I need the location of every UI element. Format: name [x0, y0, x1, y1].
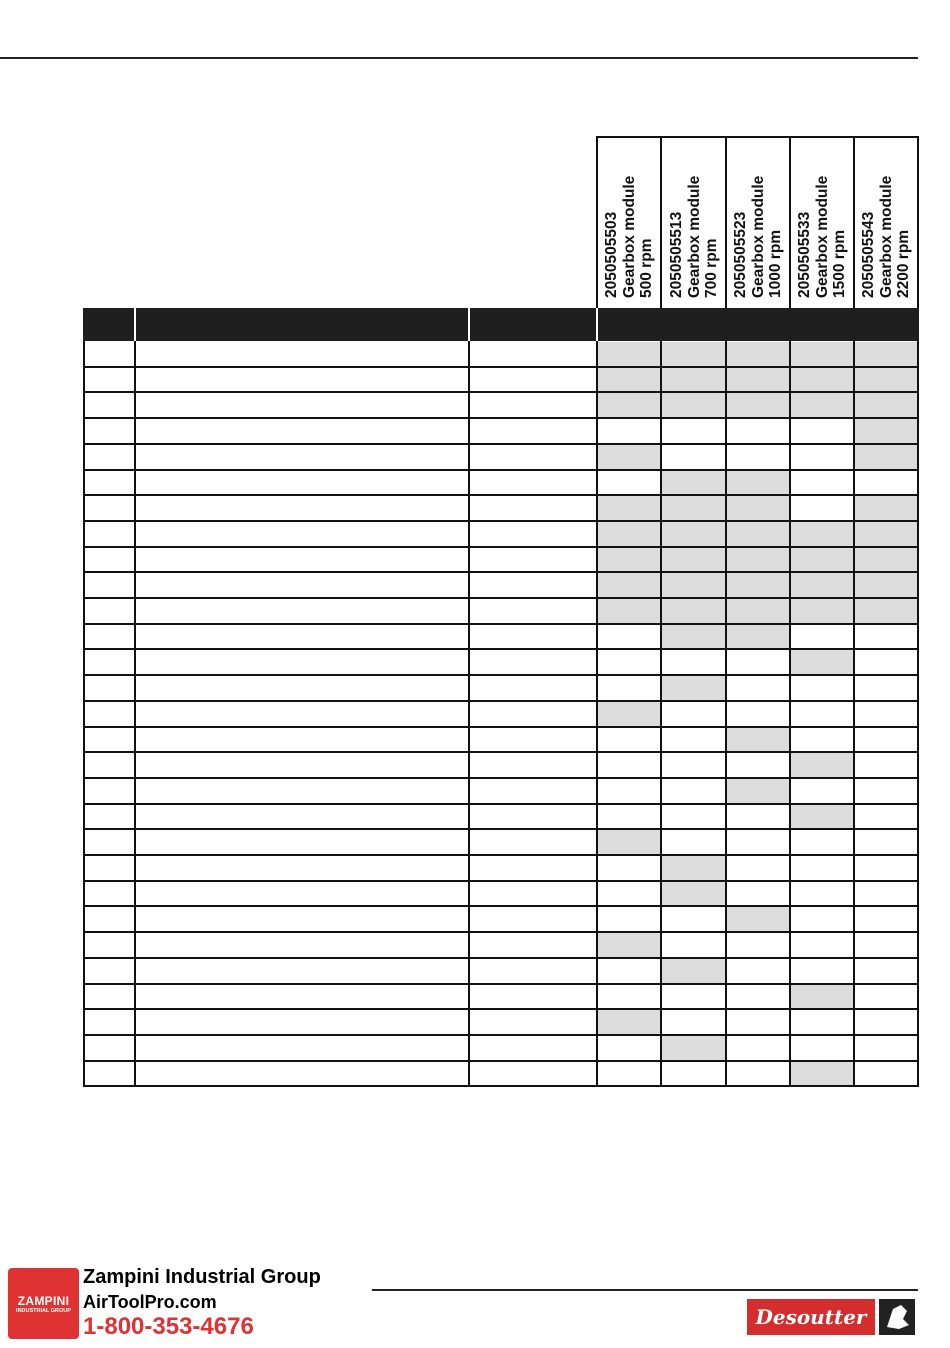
logo-sub-text: INDUSTRIAL GROUP	[16, 1308, 71, 1314]
website-link[interactable]: AirToolPro.com	[83, 1292, 217, 1312]
column-code: 2050505543	[859, 211, 877, 298]
row-divider	[83, 803, 919, 805]
table-row	[83, 521, 919, 547]
column-name: Gearbox module	[684, 175, 702, 298]
column-divider	[917, 341, 919, 1086]
row-divider	[83, 880, 919, 882]
table-row	[83, 598, 919, 624]
table-header-band	[83, 308, 919, 341]
table-row	[83, 829, 919, 855]
table-row	[83, 906, 919, 932]
row-divider	[83, 777, 919, 779]
table-row	[83, 444, 919, 470]
table-row	[83, 727, 919, 753]
table-row	[83, 984, 919, 1010]
table-row	[83, 495, 919, 521]
column-name: Gearbox module	[877, 175, 895, 298]
row-divider	[83, 983, 919, 985]
column-header	[596, 136, 662, 308]
table-row	[83, 341, 919, 367]
table-row	[83, 547, 919, 573]
row-divider	[83, 623, 919, 625]
band-separator	[468, 308, 470, 341]
row-divider	[83, 1085, 919, 1087]
table-row	[83, 675, 919, 701]
column-code: 2050505503	[602, 211, 620, 298]
logo-main-text: ZAMPINI	[17, 1294, 70, 1308]
column-speed: 700 rpm	[702, 238, 720, 298]
parts-table	[83, 341, 919, 1086]
table-row	[83, 804, 919, 830]
table-row	[83, 649, 919, 675]
column-code: 2050505513	[667, 211, 685, 298]
table-row	[83, 470, 919, 496]
row-divider	[83, 854, 919, 856]
top-rule	[0, 57, 918, 59]
column-divider	[468, 341, 470, 1086]
column-speed: 1500 rpm	[830, 229, 848, 298]
column-header	[789, 136, 855, 308]
row-divider	[83, 366, 919, 368]
row-divider	[83, 546, 919, 548]
column-speed: 2200 rpm	[894, 229, 912, 298]
table-row	[83, 392, 919, 418]
row-divider	[83, 417, 919, 419]
table-row	[83, 778, 919, 804]
column-header	[853, 136, 919, 308]
column-divider	[134, 341, 136, 1086]
row-divider	[83, 443, 919, 445]
row-divider	[83, 597, 919, 599]
row-divider	[83, 469, 919, 471]
table-row	[83, 1061, 919, 1087]
table-row	[83, 418, 919, 444]
table-row	[83, 701, 919, 727]
table-row	[83, 855, 919, 881]
column-speed: 500 rpm	[637, 238, 655, 298]
row-divider	[83, 391, 919, 393]
table-row	[83, 881, 919, 907]
row-divider	[83, 751, 919, 753]
row-divider	[83, 700, 919, 702]
column-divider	[853, 341, 855, 1086]
column-divider	[725, 341, 727, 1086]
table-row	[83, 367, 919, 393]
desoutter-logo: Desoutter	[747, 1299, 875, 1335]
row-divider	[83, 828, 919, 830]
zampini-logo	[8, 1268, 79, 1339]
table-row	[83, 1035, 919, 1061]
column-divider	[596, 341, 598, 1086]
row-divider	[83, 957, 919, 959]
desoutter-emblem-icon	[879, 1299, 915, 1335]
column-speed: 1000 rpm	[766, 229, 784, 298]
column-code: 2050505533	[795, 211, 813, 298]
table-row	[83, 572, 919, 598]
row-divider	[83, 674, 919, 676]
row-divider	[83, 648, 919, 650]
row-divider	[83, 571, 919, 573]
row-divider	[83, 494, 919, 496]
column-divider	[789, 341, 791, 1086]
footer-rule	[372, 1289, 918, 1291]
row-divider	[83, 931, 919, 933]
column-divider	[660, 341, 662, 1086]
company-name: Zampini Industrial Group	[83, 1266, 321, 1288]
row-divider	[83, 1034, 919, 1036]
phone-number[interactable]: 1-800-353-4676	[83, 1313, 254, 1340]
column-header	[725, 136, 791, 308]
column-name: Gearbox module	[749, 175, 767, 298]
column-code: 2050505523	[731, 211, 749, 298]
table-row	[83, 932, 919, 958]
row-divider	[83, 905, 919, 907]
row-divider	[83, 1008, 919, 1010]
band-separator	[134, 308, 136, 341]
column-name: Gearbox module	[620, 175, 638, 298]
column-header	[660, 136, 727, 308]
column-divider	[83, 341, 85, 1086]
row-divider	[83, 1060, 919, 1062]
table-row	[83, 958, 919, 984]
row-divider	[83, 520, 919, 522]
table-row	[83, 1009, 919, 1035]
band-separator	[596, 308, 598, 341]
table-row	[83, 752, 919, 778]
column-name: Gearbox module	[813, 175, 831, 298]
table-row	[83, 624, 919, 650]
row-divider	[83, 726, 919, 728]
